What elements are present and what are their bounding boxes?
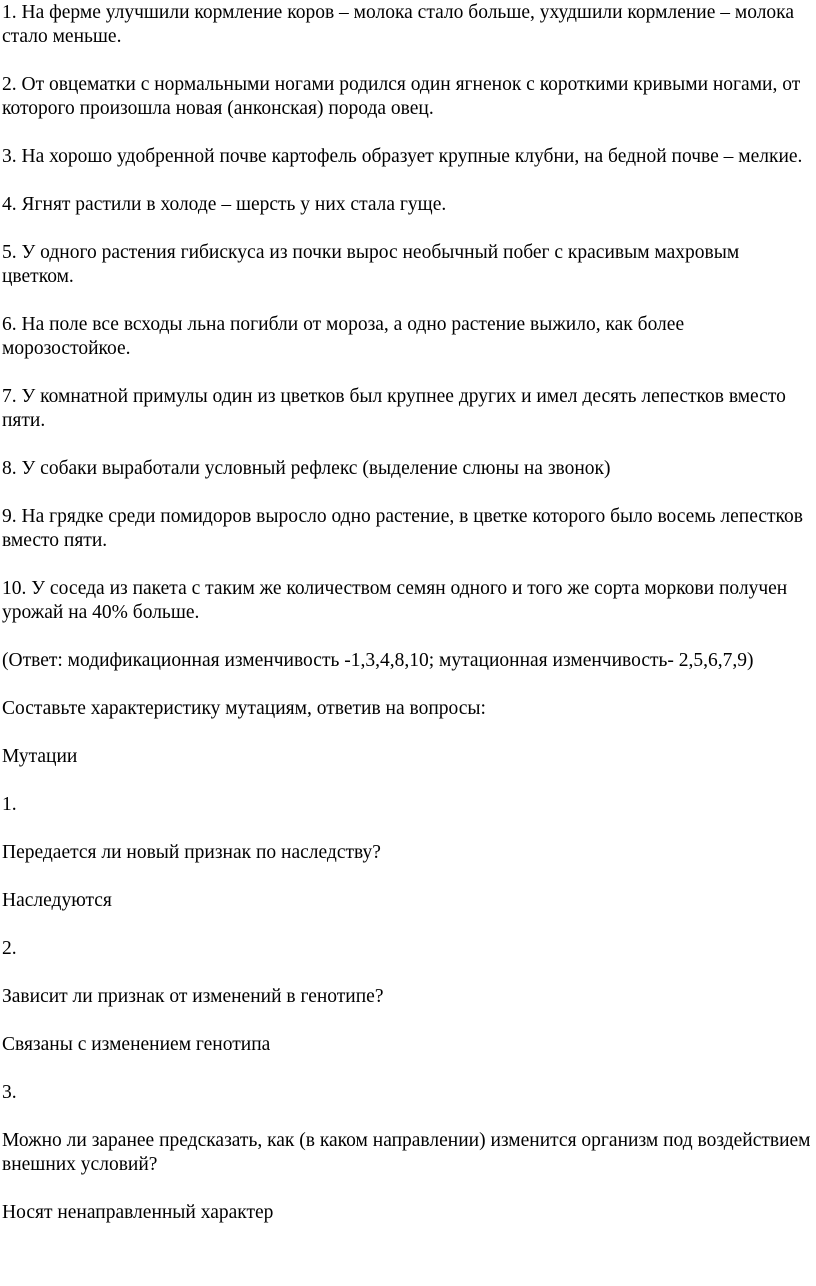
question-answer-3: Носят ненаправленный характер xyxy=(2,1202,274,1223)
task-4: 4. Ягнят растили в холоде – шерсть у них стала гуще. xyxy=(2,194,447,215)
question-text-1: Передается ли новый признак по наследству? xyxy=(2,842,381,863)
question-answer-2: Связаны с изменением генотипа xyxy=(2,1034,271,1055)
question-number-2: 2. xyxy=(2,938,17,959)
question-number-1: 1. xyxy=(2,794,17,815)
answer-line: (Ответ: модификационная изменчивость -1,3,4,8,10; мутационная изменчивость- 2,5,6,7,9) xyxy=(2,650,754,671)
task-7: 7. У комнатной примулы один из цветков был крупнее других и имел десять лепестков вместо пяти. xyxy=(2,386,786,431)
task-3: 3. На хорошо удобренной почве картофель образует крупные клубни, на бедной почве – мелкие. xyxy=(2,146,803,167)
instruction-line: Составьте характеристику мутациям, ответив на вопросы: xyxy=(2,698,486,719)
task-9: 9. На грядке среди помидоров выросло одно растение, в цветке которого было восемь лепестков вместо пяти. xyxy=(2,506,803,551)
question-text-3: Можно ли заранее предсказать, как (в каком направлении) изменится организм под воздействием внешних условий? xyxy=(2,1130,811,1175)
mutations-heading: Мутации xyxy=(2,746,78,767)
task-8: 8. У собаки выработали условный рефлекс (выделение слюны на звонок) xyxy=(2,458,611,479)
task-10: 10. У соседа из пакета с таким же количеством семян одного и того же сорта моркови получен урожай на 40% больше. xyxy=(2,578,788,623)
document-body xyxy=(2,0,812,1225)
task-2: 2. От овцематки с нормальными ногами родился один ягненок с короткими кривыми ногами, от которого произошла новая (анконская) порода овец. xyxy=(2,74,801,119)
question-text-2: Зависит ли признак от изменений в генотипе? xyxy=(2,986,384,1007)
task-5: 5. У одного растения гибискуса из почки вырос необычный побег с красивым махровым цветком. xyxy=(2,242,740,287)
question-number-3: 3. xyxy=(2,1082,17,1103)
task-6: 6. На поле все всходы льна погибли от мороза, а одно растение выжило, как более морозостойкое. xyxy=(2,314,685,359)
task-1: 1. На ферме улучшили кормление коров – молока стало больше, ухудшили кормление – молока стало меньше. xyxy=(2,2,795,47)
question-answer-1: Наследуются xyxy=(2,890,112,911)
